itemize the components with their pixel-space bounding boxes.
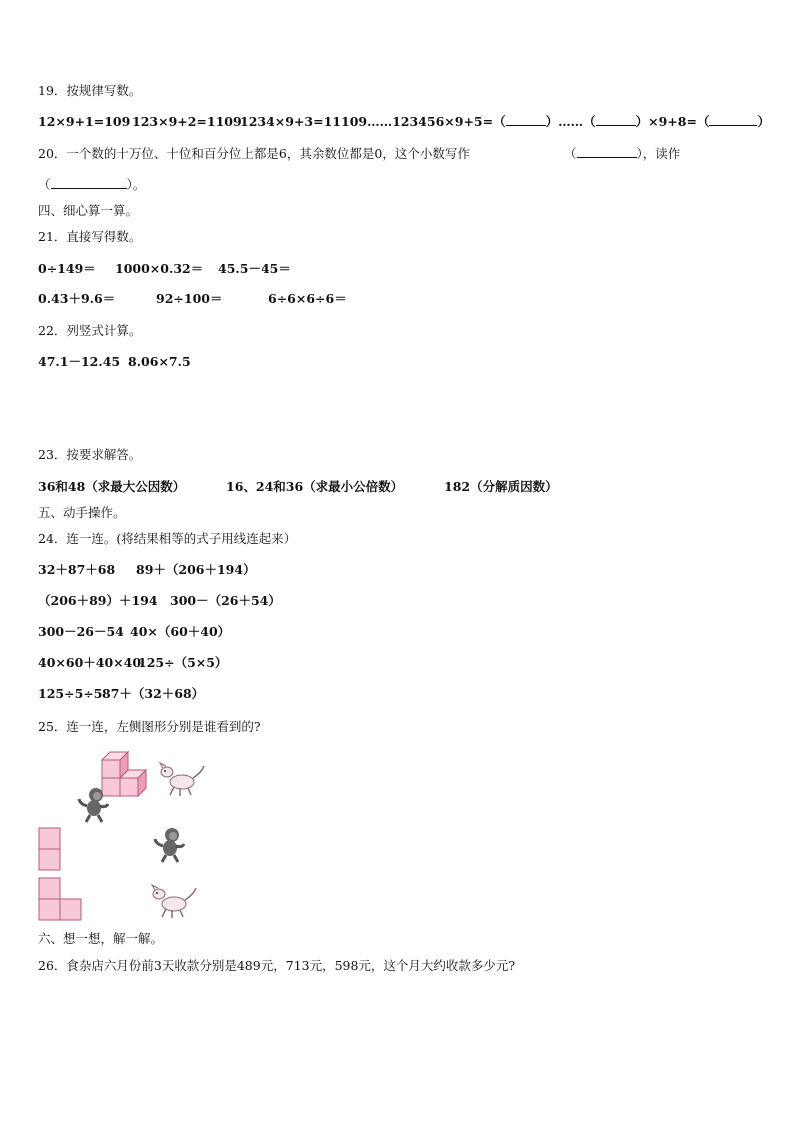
q21-item: 92÷100＝ [156,291,223,306]
q26-title: 26．食杂店六月份前3天收款分别是489元，713元，598元，这个月大约收款多少元? [38,958,516,973]
q21-item: 0.43＋9.6＝ [38,291,116,306]
q24-right-expr[interactable]: 40×（60＋40） [130,624,231,639]
dog-icon[interactable] [150,882,200,920]
q21-item: 45.5－45＝ [218,261,291,276]
q24-right-expr[interactable]: 125÷（5×5） [138,655,228,670]
q19-seq-5-close: ） [757,114,770,129]
q23-title: 23．按要求解答。 [38,447,142,462]
q24-title: 24．连一连。(将结果相等的式子用线连起来） [38,531,297,546]
q24-right-expr[interactable]: 89＋（206＋194） [136,562,256,577]
q19-title: 19．按规律写数。 [38,83,142,98]
q19-blank-3[interactable] [709,113,757,126]
q22-item: 8.06×7.5 [128,354,191,369]
q19-seq-3: 1234×9+3=11109……123456×9+5=（ [240,114,506,129]
q24-right-expr[interactable]: 87＋（32＋68） [102,686,205,701]
q19-seq-1: 12×9+1=109 [38,114,131,129]
section-5-heading: 五、动手操作。 [38,505,126,520]
q19-blank-2[interactable] [596,113,636,126]
q19-seq-3-wrap [240,113,770,131]
side-view-figure [38,877,84,921]
q20-blank-1[interactable] [577,145,637,158]
q23-item: 36和48（求最大公因数） [38,479,186,494]
q19-seq-2: 123×9+2=1109 [132,114,242,129]
q24-left-expr[interactable]: 32＋87＋68 [38,562,116,577]
front-view-figure [38,827,62,871]
q22-item: 47.1－12.45 [38,354,121,369]
q24-right-expr[interactable]: 300－（26＋54） [170,593,281,608]
q21-item: 0÷149＝ [38,261,96,276]
monkey-icon[interactable] [152,826,188,864]
q20-answer-1 [564,145,680,163]
q21-item: 1000×0.32＝ [115,261,204,276]
q19-seq-3-close: ）……（ [545,114,596,129]
q20-line-1: 20．一个数的十万位、十位和百分位上都是6，其余数位都是0，这个小数写作 [38,146,470,161]
q20-open-paren-2: （ [38,177,51,192]
section-6-heading: 六、想一想，解一解。 [38,931,164,946]
q19-seq-4-close: ）×9+8=（ [635,114,710,129]
q24-left-expr[interactable]: 300－26－54 [38,624,124,639]
q19-blank-1[interactable] [506,113,546,126]
q20-blank-2[interactable] [51,176,127,189]
q24-left-expr[interactable]: 40×60＋40×40 [38,655,142,670]
q21-item: 6÷6×6÷6＝ [268,291,347,306]
q24-left-expr[interactable]: 125÷5÷5 [38,686,103,701]
q22-title: 22．列竖式计算。 [38,323,142,338]
monkey-icon[interactable] [76,786,112,824]
q23-item: 16、24和36（求最小公倍数） [226,479,404,494]
q20-close-paren-2: ）。 [126,177,146,192]
q20-answer-2 [38,176,145,194]
q20-close-paren-1: ），读作 [636,146,681,161]
q24-left-expr[interactable]: （206＋89）＋194 [38,593,158,608]
section-4-heading: 四、细心算一算。 [38,203,139,218]
q23-item: 182（分解质因数） [444,479,558,494]
q20-open-paren-1: （ [564,146,577,161]
q25-title: 25．连一连，左侧图形分别是谁看到的? [38,719,261,734]
dog-icon[interactable] [158,760,208,798]
q21-title: 21．直接写得数。 [38,229,142,244]
